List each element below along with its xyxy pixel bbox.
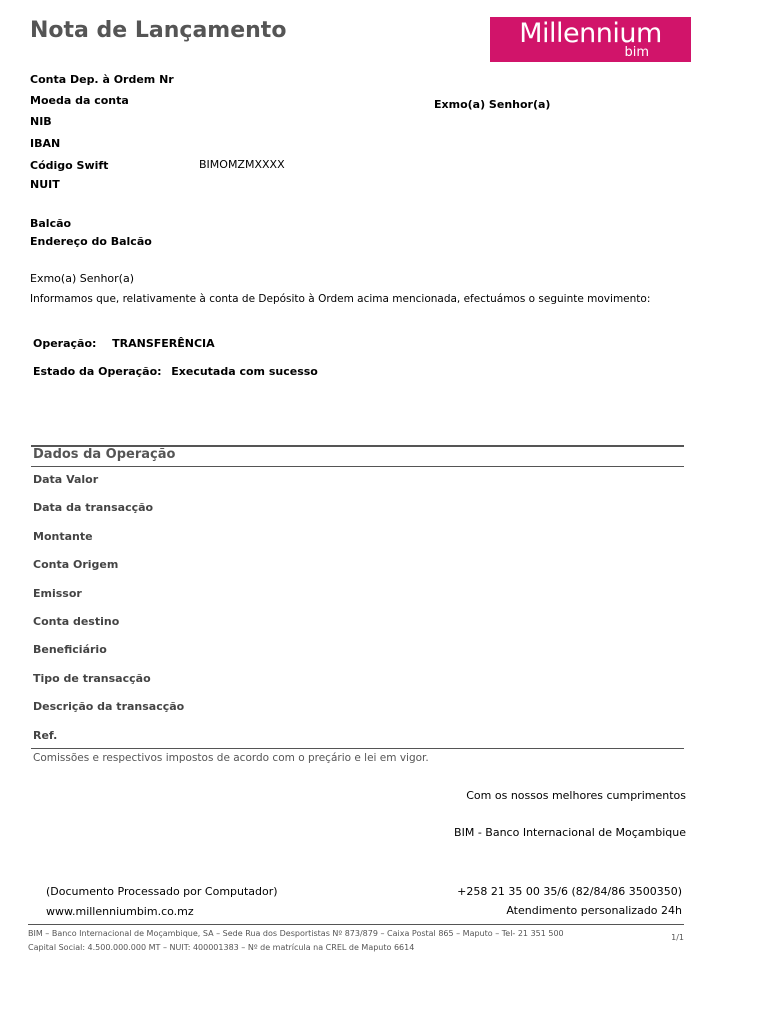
intro-text: Informamos que, relativamente à conta de Depósito à Ordem acima mencionada, efectuámos o seguinte movimento: bbox=[30, 293, 651, 305]
field-emissor: Emissor bbox=[33, 587, 82, 600]
document-title: Nota de Lançamento bbox=[30, 18, 287, 43]
field-ref: Ref. bbox=[33, 729, 58, 742]
legal-line-2: Capital Social: 4.500.000.000 MT – NUIT: 400001383 – Nº de matrícula na CREL de Maputo 6614 bbox=[28, 943, 415, 952]
millennium-bim-logo bbox=[490, 17, 691, 62]
estado-value: Executada com sucesso bbox=[171, 365, 318, 378]
field-montante: Montante bbox=[33, 530, 93, 543]
section-title-divider bbox=[31, 466, 684, 467]
commission-note: Comissões e respectivos impostos de acordo com o preçário e lei em vigor. bbox=[33, 752, 429, 764]
closing-regards: Com os nossos melhores cumprimentos bbox=[466, 789, 686, 802]
nib-label: NIB bbox=[30, 115, 52, 128]
operacao-label: Operação: bbox=[33, 337, 97, 350]
section-bottom-divider bbox=[31, 748, 684, 749]
iban-label: IBAN bbox=[30, 137, 61, 150]
processed-note: (Documento Processado por Computador) bbox=[46, 885, 278, 898]
field-beneficiario: Beneficiário bbox=[33, 643, 107, 656]
endereco-label: Endereço do Balcão bbox=[30, 235, 152, 248]
logo-brand: Millennium bbox=[519, 18, 662, 49]
phone-number: +258 21 35 00 35/6 (82/84/86 3500350) bbox=[457, 885, 682, 898]
field-tipo-transaccao: Tipo de transacção bbox=[33, 672, 151, 685]
nuit-label: NUIT bbox=[30, 178, 60, 191]
dados-title: Dados da Operação bbox=[33, 447, 176, 462]
estado-row bbox=[33, 365, 318, 378]
operacao-row bbox=[33, 337, 215, 350]
swift-value: BIMOMZMXXXX bbox=[199, 158, 285, 171]
recipient-greeting: Exmo(a) Senhor(a) bbox=[434, 98, 551, 111]
moeda-label: Moeda da conta bbox=[30, 94, 129, 107]
operacao-value: TRANSFERÊNCIA bbox=[112, 337, 215, 350]
field-data-valor: Data Valor bbox=[33, 473, 99, 486]
field-conta-destino: Conta destino bbox=[33, 615, 120, 628]
field-data-transaccao: Data da transacção bbox=[33, 501, 154, 514]
body-greeting: Exmo(a) Senhor(a) bbox=[30, 272, 134, 285]
footer-divider bbox=[28, 924, 684, 925]
website-link[interactable]: www.millenniumbim.co.mz bbox=[46, 905, 194, 918]
estado-label: Estado da Operação: bbox=[33, 365, 162, 378]
logo-sub: bim bbox=[624, 45, 649, 60]
field-descricao-transaccao: Descrição da transacção bbox=[33, 700, 185, 713]
conta-label: Conta Dep. à Ordem Nr bbox=[30, 73, 174, 86]
legal-line-1: BIM – Banco Internacional de Moçambique, SA – Sede Rua dos Desportistas Nº 873/879 – Caixa Postal 865 – Maputo – Tel- 21 351 500 bbox=[28, 929, 564, 938]
service-hours: Atendimento personalizado 24h bbox=[506, 904, 682, 917]
page-number: 1/1 bbox=[671, 933, 684, 942]
closing-bank: BIM - Banco Internacional de Moçambique bbox=[454, 826, 686, 839]
balcao-label: Balcão bbox=[30, 217, 72, 230]
swift-label: Código Swift bbox=[30, 159, 109, 172]
field-conta-origem: Conta Origem bbox=[33, 558, 119, 571]
